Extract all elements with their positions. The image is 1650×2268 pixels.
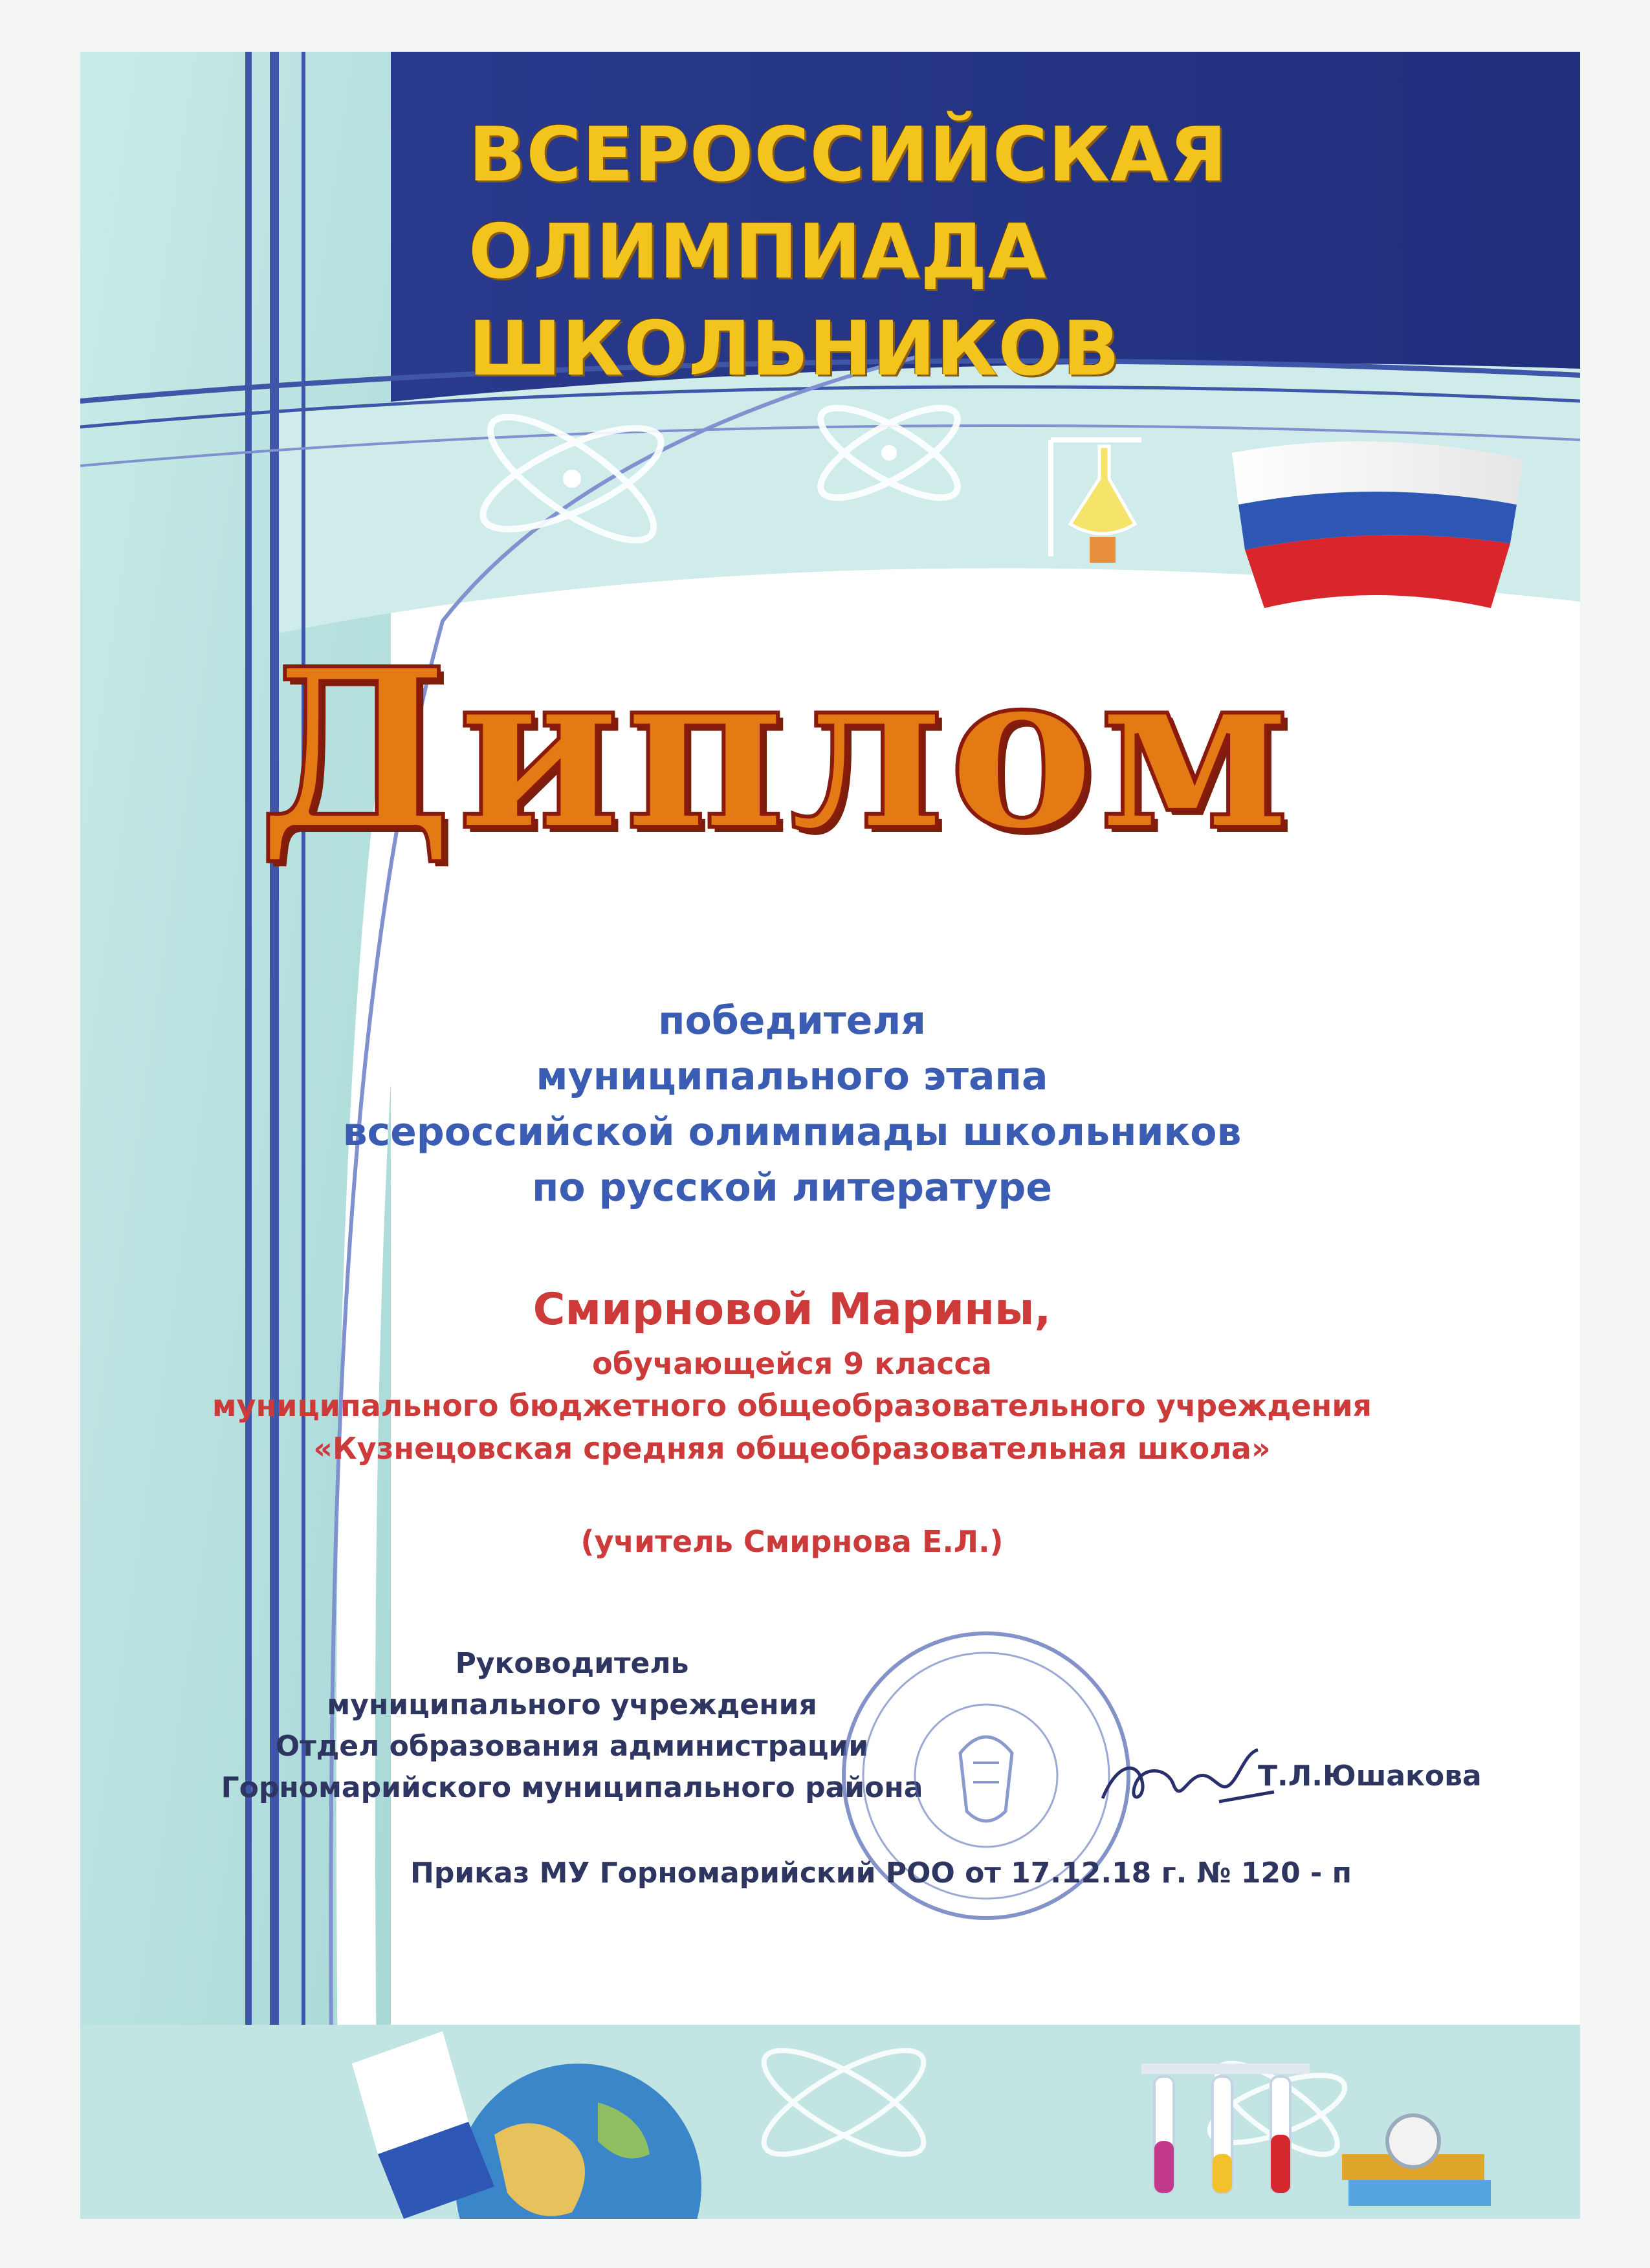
signer-line3: Отдел образования администрации [275, 1730, 869, 1763]
signer-line4: Горномарийского муниципального района [221, 1771, 923, 1804]
award-line2: муниципального этапа [536, 1054, 1048, 1099]
signer-name: Т.Л.Юшакова [1258, 1760, 1482, 1793]
header-title-line1: ВСЕРОССИЙСКАЯ ОЛИМПИАДА [468, 111, 1227, 296]
diploma-sheet [80, 52, 1580, 2219]
diploma-title: Диплом [258, 621, 1294, 879]
award-line1: победителя [658, 998, 926, 1043]
signer-line1: Руководитель [455, 1647, 689, 1680]
header-title-line2: ШКОЛЬНИКОВ [468, 305, 1121, 393]
institution-line2: «Кузнецовская средняя общеобразовательная школа» [313, 1431, 1271, 1466]
award-line3: всероссийской олимпиады школьников [342, 1109, 1242, 1155]
signer-title-block [216, 1643, 928, 1809]
student-name: Смирновой Марины, [533, 1284, 1051, 1335]
award-line4: по русской литературе [531, 1165, 1053, 1210]
signer-line2: муниципального учреждения [327, 1688, 817, 1721]
order-reference: Приказ МУ Горномарийский РОО от 17.12.18 г. № 120 - п [410, 1857, 1352, 1890]
student-grade: обучающейся 9 класса [592, 1346, 992, 1381]
signature [1090, 1740, 1284, 1824]
institution-line1: муниципального бюджетного общеобразовательного учреждения [212, 1388, 1372, 1423]
teacher-line: (учитель Смирнова Е.Л.) [580, 1524, 1004, 1559]
award-block [96, 993, 1488, 1216]
olympiad-header-title [468, 107, 1568, 398]
